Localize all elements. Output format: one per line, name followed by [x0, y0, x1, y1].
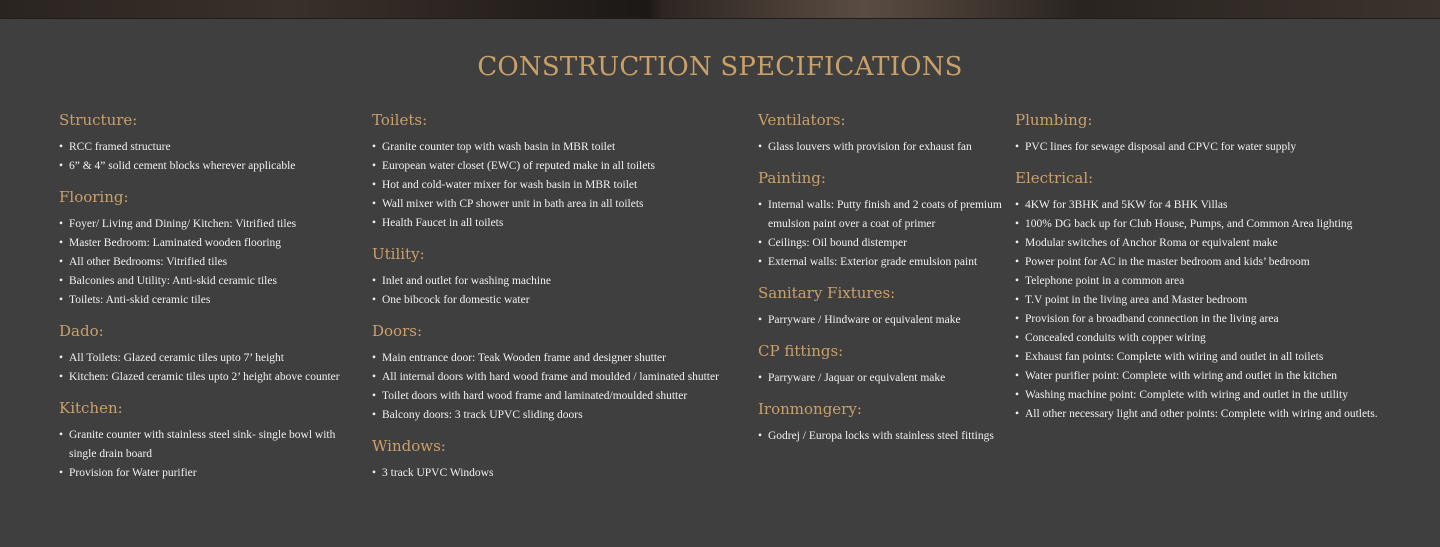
spec-list-item: • Provision for Water purifier	[59, 464, 359, 483]
spec-list-item: • Foyer/ Living and Dining/ Kitchen: Vitrified tiles	[59, 215, 359, 234]
spec-list-item: • Wall mixer with CP shower unit in bath area in all toilets	[372, 195, 752, 214]
spec-list-item: • All other Bedrooms: Vitrified tiles	[59, 253, 359, 272]
spec-list-item: • Concealed conduits with copper wiring	[1015, 329, 1425, 348]
spec-list-item: • Toilet doors with hard wood frame and laminated/moulded shutter	[372, 387, 752, 406]
spec-list	[758, 138, 1008, 157]
spec-list	[59, 138, 359, 176]
section-heading: Utility:	[372, 245, 425, 263]
page-title: CONSTRUCTION SPECIFICATIONS	[477, 52, 963, 82]
spec-list-item: • Glass louvers with provision for exhaust fan	[758, 138, 1008, 157]
spec-list	[758, 196, 1008, 272]
spec-list-item: • Balconies and Utility: Anti-skid ceramic tiles	[59, 272, 359, 291]
spec-column-4	[1015, 110, 1425, 435]
spec-list-item: • All Toilets: Glazed ceramic tiles upto 7’ height	[59, 349, 359, 368]
spec-list-item: • One bibcock for domestic water	[372, 291, 752, 310]
spec-list-item: • Internal walls: Putty finish and 2 coats of premium emulsion paint over a coat of primer	[758, 196, 1008, 234]
spec-list-item: • All other necessary light and other points: Complete with wiring and outlets.	[1015, 405, 1425, 424]
spec-list	[59, 349, 359, 387]
spec-list-item: • Inlet and outlet for washing machine	[372, 272, 752, 291]
spec-section-structure	[59, 110, 359, 176]
spec-list-item: • Godrej / Europa locks with stainless steel fittings	[758, 427, 1008, 446]
spec-list-item: • Hot and cold-water mixer for wash basin in MBR toilet	[372, 176, 752, 195]
section-heading: Windows:	[372, 437, 446, 455]
spec-section-windows	[372, 436, 752, 483]
spec-list-item: • Washing machine point: Complete with wiring and outlet in the utility	[1015, 386, 1425, 405]
spec-list	[1015, 138, 1425, 157]
spec-list-item: • Balcony doors: 3 track UPVC sliding doors	[372, 406, 752, 425]
spec-list	[758, 369, 1008, 388]
spec-list-item: • Water purifier point: Complete with wiring and outlet in the kitchen	[1015, 367, 1425, 386]
spec-section-ventilators	[758, 110, 1008, 157]
spec-list-item: • 6” & 4” solid cement blocks wherever applicable	[59, 157, 359, 176]
spec-section-sanitary-fixtures	[758, 283, 1008, 330]
spec-list	[59, 426, 359, 483]
spec-list-item: • Granite counter top with wash basin in MBR toilet	[372, 138, 752, 157]
section-heading: Doors:	[372, 322, 423, 340]
spec-section-utility	[372, 244, 752, 310]
spec-section-plumbing	[1015, 110, 1425, 157]
spec-section-doors	[372, 321, 752, 425]
section-heading: Painting:	[758, 169, 826, 187]
spec-list-item: • Master Bedroom: Laminated wooden flooring	[59, 234, 359, 253]
spec-list-item: • Toilets: Anti-skid ceramic tiles	[59, 291, 359, 310]
spec-list-item: • 4KW for 3BHK and 5KW for 4 BHK Villas	[1015, 196, 1425, 215]
section-heading: Plumbing:	[1015, 111, 1093, 129]
spec-list	[372, 349, 752, 425]
spec-list-item: • Granite counter with stainless steel sink- single bowl with single drain board	[59, 426, 359, 464]
spec-column-1	[59, 110, 359, 494]
section-heading: Dado:	[59, 322, 104, 340]
spec-section-ironmongery	[758, 399, 1008, 446]
spec-list	[372, 464, 752, 483]
section-heading: Kitchen:	[59, 399, 123, 417]
section-heading: Electrical:	[1015, 169, 1094, 187]
spec-list	[372, 272, 752, 310]
hero-image-strip	[0, 0, 1440, 19]
spec-section-kitchen	[59, 398, 359, 483]
spec-section-painting	[758, 168, 1008, 272]
spec-list	[758, 427, 1008, 446]
spec-list-item: • European water closet (EWC) of reputed make in all toilets	[372, 157, 752, 176]
spec-list-item: • Parryware / Hindware or equivalent make	[758, 311, 1008, 330]
spec-list-item: • RCC framed structure	[59, 138, 359, 157]
spec-section-toilets	[372, 110, 752, 233]
section-heading: CP fittings:	[758, 342, 844, 360]
spec-list-item: • Telephone point in a common area	[1015, 272, 1425, 291]
spec-list-item: • PVC lines for sewage disposal and CPVC for water supply	[1015, 138, 1425, 157]
spec-list-item: • 100% DG back up for Club House, Pumps, and Common Area lighting	[1015, 215, 1425, 234]
spec-list-item: • External walls: Exterior grade emulsion paint	[758, 253, 1008, 272]
spec-list-item: • Health Faucet in all toilets	[372, 214, 752, 233]
spec-list-item: • Kitchen: Glazed ceramic tiles upto 2’ height above counter	[59, 368, 359, 387]
spec-list-item: • 3 track UPVC Windows	[372, 464, 752, 483]
spec-list-item: • Provision for a broadband connection in the living area	[1015, 310, 1425, 329]
section-heading: Sanitary Fixtures:	[758, 284, 896, 302]
spec-list	[372, 138, 752, 233]
spec-list-item: • T.V point in the living area and Master bedroom	[1015, 291, 1425, 310]
spec-list	[758, 311, 1008, 330]
spec-list-item: • Exhaust fan points: Complete with wiring and outlet in all toilets	[1015, 348, 1425, 367]
spec-section-flooring	[59, 187, 359, 310]
section-heading: Structure:	[59, 111, 138, 129]
spec-list-item: • Parryware / Jaquar or equivalent make	[758, 369, 1008, 388]
spec-section-cp-fittings	[758, 341, 1008, 388]
spec-section-electrical	[1015, 168, 1425, 424]
section-heading: Ventilators:	[758, 111, 846, 129]
spec-list-item: • Ceilings: Oil bound distemper	[758, 234, 1008, 253]
spec-list-item: • All internal doors with hard wood frame and moulded / laminated shutter	[372, 368, 752, 387]
spec-list	[59, 215, 359, 310]
spec-section-dado	[59, 321, 359, 387]
spec-column-3	[758, 110, 1008, 457]
spec-column-2	[372, 110, 752, 494]
spec-list-item: • Power point for AC in the master bedroom and kids’ bedroom	[1015, 253, 1425, 272]
spec-list-item: • Modular switches of Anchor Roma or equivalent make	[1015, 234, 1425, 253]
spec-list-item: • Main entrance door: Teak Wooden frame and designer shutter	[372, 349, 752, 368]
section-heading: Ironmongery:	[758, 400, 862, 418]
spec-list	[1015, 196, 1425, 424]
section-heading: Flooring:	[59, 188, 129, 206]
section-heading: Toilets:	[372, 111, 428, 129]
